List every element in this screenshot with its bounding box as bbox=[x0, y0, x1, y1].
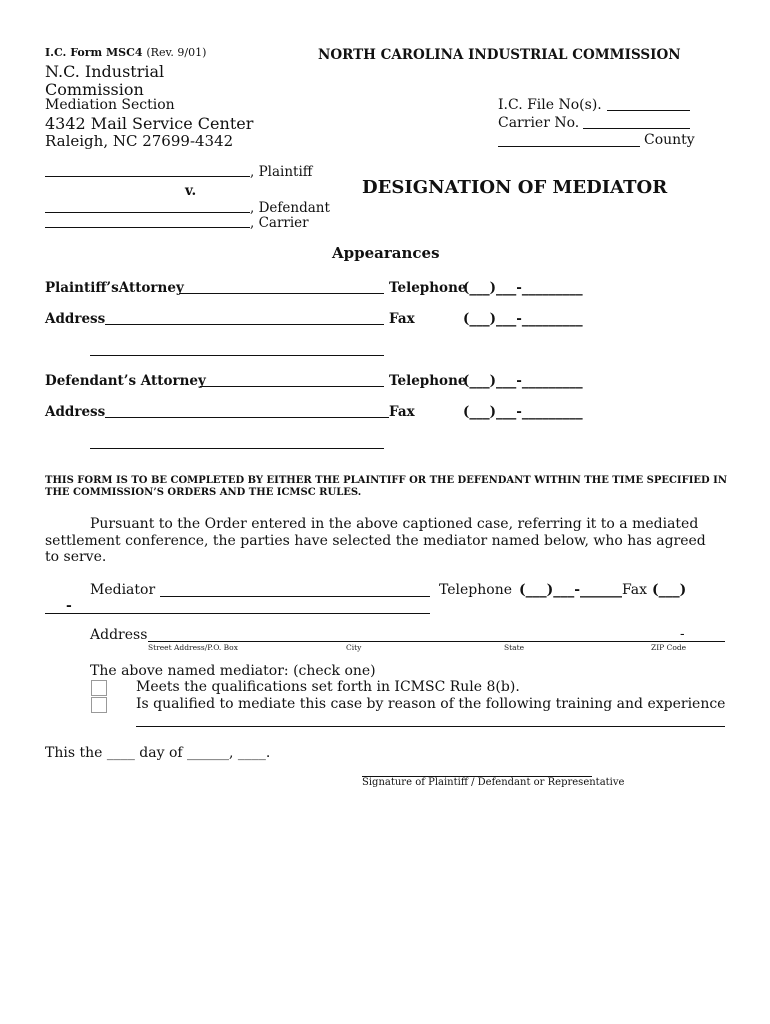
paragraph-line-3: to serve. bbox=[45, 549, 107, 565]
paragraph-line-2: settlement conference, the parties have selected the mediator named below, who has agreed bbox=[45, 533, 706, 549]
defendant-suffix: , Defendant bbox=[250, 200, 330, 216]
training-experience-field[interactable] bbox=[136, 726, 725, 727]
mediator-address-field[interactable] bbox=[148, 641, 725, 642]
county-field[interactable] bbox=[498, 146, 640, 147]
date-line[interactable]: This the ____ day of ______, ____. bbox=[45, 745, 271, 761]
city-line: Raleigh, NC 27699-4342 bbox=[45, 132, 234, 150]
address-line: 4342 Mail Service Center bbox=[45, 114, 254, 133]
plaintiff-fax-field[interactable]: (___)___-_________ bbox=[463, 311, 583, 327]
defendant-address-field-2[interactable] bbox=[90, 448, 384, 449]
defendant-address-label: Address bbox=[45, 404, 106, 420]
org-line-1: N.C. Industrial bbox=[45, 62, 165, 81]
option-1-label: Meets the qualifications set forth in ICMSC Rule 8(b). bbox=[136, 679, 520, 695]
carrier-suffix: , Carrier bbox=[250, 215, 309, 231]
mediator-fax-continuation-field[interactable] bbox=[45, 613, 430, 614]
plaintiff-telephone-label: Telephone bbox=[389, 280, 467, 296]
form-revision: (Rev. 9/01) bbox=[146, 46, 207, 59]
plaintiff-fax-label: Fax bbox=[389, 311, 415, 327]
file-no-field[interactable] bbox=[607, 110, 690, 111]
mediator-label: Mediator bbox=[90, 582, 156, 598]
plaintiff-address-label: Address bbox=[45, 311, 106, 327]
defendant-attorney-label: Defendant’s Attorney bbox=[45, 373, 206, 389]
plaintiff-address-field[interactable] bbox=[105, 324, 384, 325]
form-id-text: I.C. Form MSC4 bbox=[45, 46, 143, 59]
agency-title: NORTH CAROLINA INDUSTRIAL COMMISSION bbox=[318, 47, 681, 63]
signature-caption: Signature of Plaintiff / Defendant or Representative bbox=[362, 777, 625, 788]
defendant-attorney-field[interactable] bbox=[200, 386, 384, 387]
versus: v. bbox=[185, 183, 197, 199]
plaintiff-attorney-field[interactable] bbox=[179, 293, 384, 294]
carrier-no-label: Carrier No. bbox=[498, 115, 580, 131]
defendant-fax-field[interactable]: (___)___-_________ bbox=[463, 404, 583, 420]
check-intro: The above named mediator: (check one) bbox=[90, 663, 376, 679]
file-no-label: I.C. File No(s). bbox=[498, 97, 602, 113]
document-title: DESIGNATION OF MEDIATOR bbox=[362, 177, 668, 198]
zip-caption: ZIP Code bbox=[651, 643, 687, 652]
plaintiff-attorney-label: Plaintiff’sAttorney bbox=[45, 280, 184, 296]
mediator-telephone-label: Telephone bbox=[439, 582, 513, 598]
mediator-fax-label: Fax bbox=[622, 582, 648, 598]
mediator-telephone-field[interactable]: (___)___-______ bbox=[519, 582, 623, 598]
defendant-name-field[interactable] bbox=[45, 212, 250, 213]
mediator-name-field[interactable] bbox=[160, 596, 430, 597]
defendant-fax-label: Fax bbox=[389, 404, 415, 420]
org-line-2: Commission bbox=[45, 80, 144, 99]
plaintiff-telephone-field[interactable]: (___)___-_________ bbox=[463, 280, 583, 296]
option-2-label: Is qualified to mediate this case by reason of the following training and experience bbox=[136, 696, 726, 712]
mediator-fax-dash: - bbox=[66, 598, 72, 614]
completion-notice: THIS FORM IS TO BE COMPLETED BY EITHER THE PLAINTIFF OR THE DEFENDANT WITHIN THE TIME SPECIFIED IN THE COMMISSION’S ORDERS AND THE ICMSC RULES. bbox=[45, 475, 727, 498]
plaintiff-suffix: , Plaintiff bbox=[250, 164, 313, 180]
mediator-address-label: Address bbox=[90, 627, 148, 643]
defendant-telephone-field[interactable]: (___)___-_________ bbox=[463, 373, 583, 389]
city-caption: City bbox=[346, 643, 362, 652]
defendant-telephone-label: Telephone bbox=[389, 373, 467, 389]
state-caption: State bbox=[504, 643, 525, 652]
defendant-address-field[interactable] bbox=[105, 417, 389, 418]
carrier-name-field[interactable] bbox=[45, 227, 250, 228]
mediator-address-dash: - bbox=[680, 626, 685, 642]
option-2-checkbox[interactable] bbox=[91, 697, 107, 713]
mediator-fax-field[interactable]: (___) bbox=[652, 582, 687, 598]
paragraph-line-1: Pursuant to the Order entered in the above captioned case, referring it to a mediated bbox=[90, 516, 699, 532]
county-label: County bbox=[644, 132, 695, 148]
section-name: Mediation Section bbox=[45, 97, 175, 113]
form-id bbox=[45, 46, 206, 59]
street-caption: Street Address/P.O. Box bbox=[148, 643, 238, 652]
plaintiff-name-field[interactable] bbox=[45, 176, 250, 177]
appearances-heading: Appearances bbox=[332, 244, 440, 262]
carrier-no-field[interactable] bbox=[583, 128, 690, 129]
option-1-checkbox[interactable] bbox=[91, 680, 107, 696]
plaintiff-address-field-2[interactable] bbox=[90, 355, 384, 356]
